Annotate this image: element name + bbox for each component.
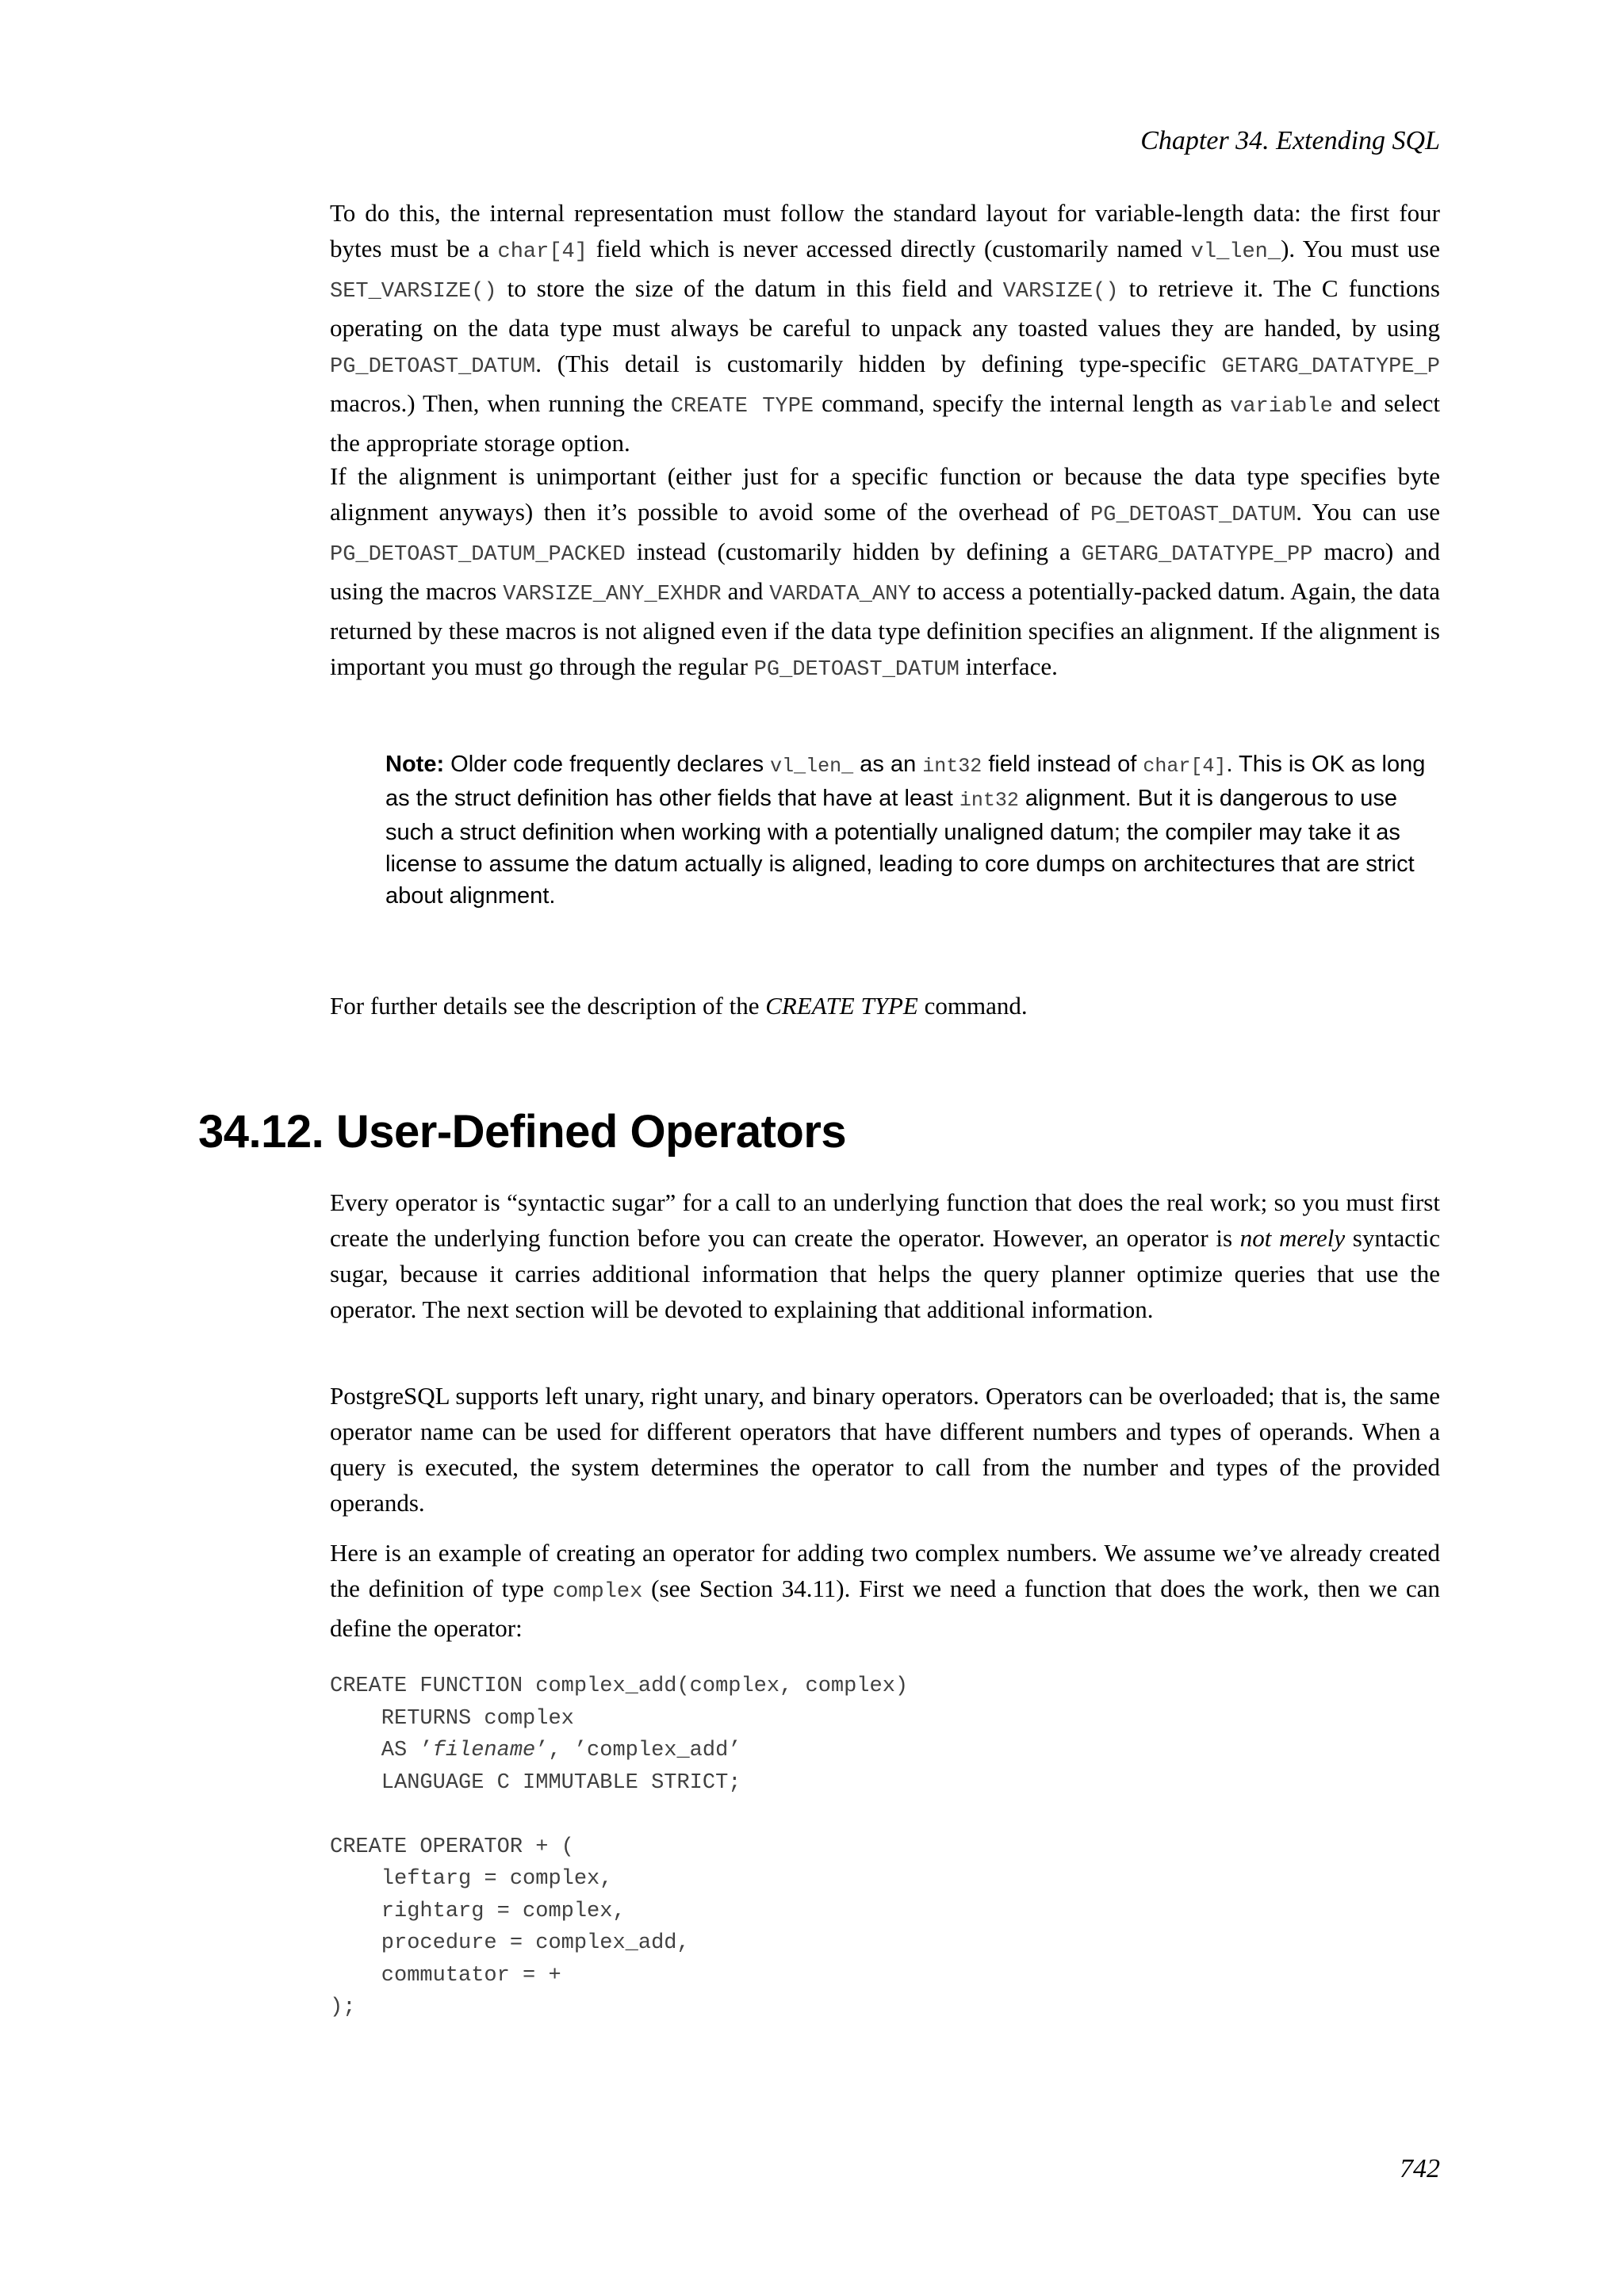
code-placeholder-filename: filename — [432, 1739, 536, 1762]
paragraph-alignment: If the alignment is unimportant (either just for a specific function or because the data type specifies byte alignment anyways) then it’s possible to avoid some of the overhead of PG_DETOAST_DATUM. You can use PG_DETOAST_DATUM_PACKED instead (customarily hidden by defining a GETARG_DATATYPE_PP macro) and using the macros VARSIZE_ANY_EXHDR and VARDATA_ANY to access a potentially-packed datum. Again, the data returned by these macros is not aligned even if the data type definition specifies an alignment. If the alignment is important you must go through the regular PG_DETOAST_DATUM interface. — [330, 462, 1440, 682]
code-vl-len: vl_len_ — [770, 755, 854, 778]
code-getarg-datatype-p: GETARG_DATATYPE_P — [1221, 355, 1440, 379]
code-line: RETURNS complex — [330, 1706, 574, 1731]
code-varsize: VARSIZE() — [1002, 280, 1119, 304]
emphasis-not-merely: not merely — [1239, 1224, 1346, 1252]
code-pg-detoast-datum: PG_DETOAST_DATUM — [330, 355, 536, 379]
code-int32: int32 — [922, 755, 982, 778]
create-type-link[interactable]: CREATE TYPE — [765, 992, 918, 1020]
code-example — [330, 1670, 908, 2024]
code-line: procedure = complex_add, — [330, 1931, 690, 1955]
code-char4: char[4] — [1143, 755, 1227, 778]
code-line: ); — [330, 1996, 356, 2019]
code-int32: int32 — [959, 789, 1019, 812]
paragraph-operator-kinds: PostgreSQL supports left unary, right unary, and binary operators. Operators can be overloaded; that is, the same operator name can be used for different operators that have different numbers and types of operands. When a query is executed, the system determines the operator to call from the number and types of the provided operands. — [330, 1382, 1440, 1517]
code-line: CREATE OPERATOR + ( — [330, 1835, 574, 1859]
code-variable: variable — [1230, 395, 1333, 419]
section-heading: 34.12. User-Defined Operators — [198, 1106, 847, 1158]
paragraph-syntactic-sugar: Every operator is “syntactic sugar” for a call to an underlying function that does the real work; so you must first create the underlying function before you can create the operator. However, an operator is not merely syntactic sugar, because it carries additional information that helps the query planner optimize queries that use the operator. The next section will be devoted to explaining that additional information. — [330, 1188, 1440, 1323]
code-getarg-datatype-pp: GETARG_DATATYPE_PP — [1081, 543, 1313, 567]
note-block: Note: Older code frequently declares vl_len_ as an int32 field instead of char[4]. This is OK as long as the struct definition has other fields that have at least int32 alignment. But it is dangerous to use such a struct definition when working with a potentially unaligned datum; the compiler may take it as license to assume the datum actually is aligned, leading to core dumps on architectures that are strict about alignment. — [385, 752, 1426, 909]
code-vardata-any: VARDATA_ANY — [769, 583, 911, 607]
running-header: Chapter 34. Extending SQL — [1140, 126, 1440, 155]
code-line: rightarg = complex, — [330, 1899, 626, 1923]
code-set-varsize: SET_VARSIZE() — [330, 280, 497, 304]
paragraph-varlena-layout: To do this, the internal representation must follow the standard layout for variable-length data: the first four bytes must be a char[4] field which is never accessed directly (customarily named vl_len_). You must use SET_VARSIZE() to store the size of the datum in this field and VARSIZE() to retrieve it. The C functions operating on the data type must always be careful to unpack any toasted values they are handed, by using PG_DETOAST_DATUM. (This detail is customarily hidden by defining type-specific GETARG_DATATYPE_P macros.) Then, when running the CREATE TYPE command, specify the internal length as variable and select the appropriate storage option. — [330, 199, 1441, 457]
code-pg-detoast-datum: PG_DETOAST_DATUM — [1090, 503, 1297, 527]
code-line: LANGUAGE C IMMUTABLE STRICT; — [330, 1770, 741, 1795]
page-number: 742 — [1400, 2154, 1440, 2183]
code-line: CREATE FUNCTION complex_add(complex, complex) — [330, 1674, 909, 1698]
code-pg-detoast-datum-packed: PG_DETOAST_DATUM_PACKED — [330, 543, 626, 567]
code-varsize-any-exhdr: VARSIZE_ANY_EXHDR — [503, 583, 722, 607]
code-line — [330, 1799, 908, 1831]
code-char4: char[4] — [497, 240, 588, 264]
code-line: AS ’filename’, ’complex_add’ — [330, 1739, 741, 1762]
code-vl-len: vl_len_ — [1190, 240, 1281, 264]
note-label: Note: — [385, 752, 445, 777]
paragraph-example-intro: Here is an example of creating an operator for adding two complex numbers. We assume we’ve already created the definition of type complex (see Section 34.11). First we need a function that does the work, then we can define the operator: — [330, 1539, 1441, 1642]
code-create-type: CREATE TYPE — [670, 395, 814, 419]
code-pg-detoast-datum: PG_DETOAST_DATUM — [753, 658, 959, 682]
code-line: leftarg = complex, — [330, 1867, 613, 1891]
code-complex: complex — [552, 1580, 643, 1604]
code-line: commutator = + — [330, 1963, 561, 1988]
paragraph-further-details: For further details see the description of the CREATE TYPE command. — [330, 992, 1028, 1020]
